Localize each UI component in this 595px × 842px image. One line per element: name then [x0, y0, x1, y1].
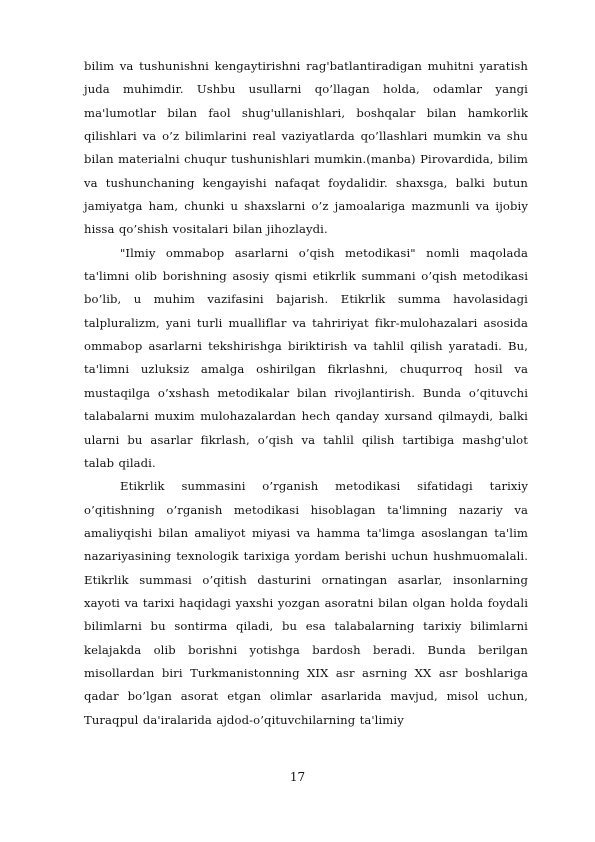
paragraph-3: Etikrlik summasini o’rganish metodikasi sifatidagi tarixiy o’qitishning o’rganish metodikasi hisoblagan ta'limning nazariy va amaliyqishi bilan amaliyot miyasi va hamma ta'limga asoslangan ta'lim nazariyasining texnologik tarixiga yordam berishi uchun hushmuomalali. Etikrlik summasi o’qitish dasturini ornatingan asarlar, insonlarning xayoti va tarixi haqidagi yaxshi yozgan asoratni bilan olgan holda foydali bilimlarni bu sontirma qiladi, bu esa talabalarning tarixiy bilimlarni kelajakda olib borishni yotishga bardosh beradi. Bunda berilgan misollardan biri Turkmanistonning XIX asr asrning XX asr boshlariga qadar bo’lgan asorat etgan olimlar asarlarida mavjud, misol uchun, Turaqpul da'iralarida ajdod-o’qituvchilarning ta'limiy: [84, 479, 528, 727]
paragraph-1: bilim va tushunishni kengaytirishni rag'batlantiradigan muhitni yaratish juda muhimdir. Ushbu usullarni qo’llagan holda, odamlar yangi ma'lumotlar bilan faol shug'ullanishlari, boshqalar bilan hamkorlik qilishlari va o’z bilimlarini real vaziyatlarda qo’llashlari mumkin va shu bilan materialni chuqur tushunishlari mumkin.(manba) Pirovardida, bilim va tushunchaning kengayishi nafaqat foydalidir. shaxsga, balki butun jamiyatga ham, chunki u shaxslarni o’z jamoalariga mazmunli va ijobiy hissa qo’shish vositalari bilan jihozlaydi.: [84, 59, 528, 237]
document-body: [84, 55, 528, 732]
paragraph-2: "Ilmiy ommabop asarlarni o’qish metodikasi" nomli maqolada ta'limni olib borishning asosiy qismi etikrlik summani o’qish metodikasi bo’lib, u muhim vazifasini bajarish. Etikrlik summa havolasidagi talpluralizm, yani turli mualliflar va tahririyat fikr-mulohazalari asosida ommabop asarlarni tekshirishga biriktirish va tahlil qilish yaratadi. Bu, ta'limni uzluksiz amalga oshirilgan fikrlashni, chuqurroq hosil va mustaqilga o’xshash metodikalar bilan rivojlantirish. Bunda o’qituvchi talabalarni muxim mulohazalardan hech qanday xursand qilmaydi, balki ularni bu asarlar fikrlash, o’qish va tahlil qilish tartibiga mashg'ulot talab qiladi.: [84, 245, 528, 470]
page-number: 17: [289, 770, 306, 784]
